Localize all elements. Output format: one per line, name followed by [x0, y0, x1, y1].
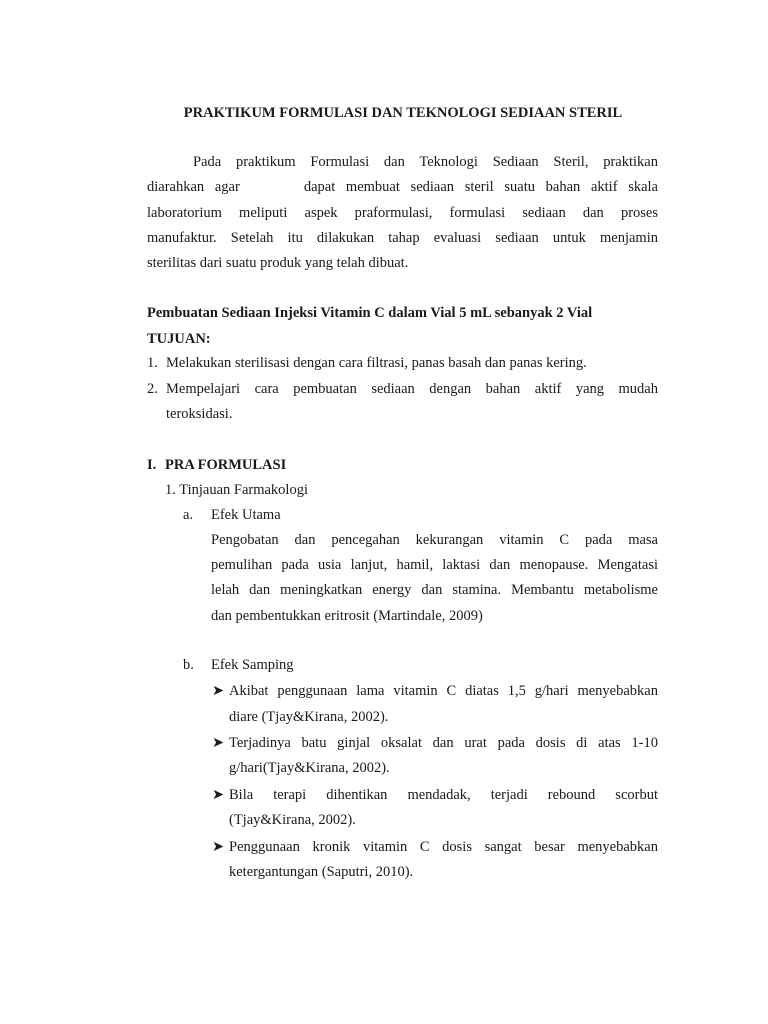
arrowhead-bullet-icon: ➤ [212, 683, 225, 699]
section-heading: PRA FORMULASI [165, 457, 287, 473]
document-title: PRAKTIKUM FORMULASI DAN TEKNOLOGI SEDIAAN STERIL [183, 105, 623, 121]
paragraph-line: Pengobatan dan pencegahan kekurangan vitamin C pada masa [211, 532, 658, 548]
section-subtitle: Pembuatan Sediaan Injeksi Vitamin C dalam Vial 5 mL sebanyak 2 Vial [147, 305, 593, 321]
tujuan-heading: TUJUAN: [147, 331, 211, 347]
bullet-line: g/hari(Tjay&Kirana, 2002). [229, 760, 390, 776]
item-label: b. [183, 657, 194, 673]
bullet-line: Bila terapi dihentikan mendadak, terjadi rebound scorbut [229, 787, 658, 803]
intro-line: diarahkan agar dapat membuat sediaan steril suatu bahan aktif skala [147, 179, 658, 195]
list-number: 2. [147, 381, 158, 397]
arrowhead-bullet-icon: ➤ [212, 735, 225, 751]
bullet-line: Terjadinya batu ginjal oksalat dan urat pada dosis di atas 1-10 [229, 735, 658, 751]
paragraph-line: lelah dan meningkatkan energy dan stamina. Membantu metabolisme [211, 582, 658, 598]
bullet-line: (Tjay&Kirana, 2002). [229, 812, 356, 828]
paragraph-line: pemulihan pada usia lanjut, hamil, laktasi dan menopause. Mengatasi [211, 557, 658, 573]
list-number: 1. [147, 355, 158, 371]
subsection-heading: 1. Tinjauan Farmakologi [165, 482, 308, 498]
paragraph-line: dan pembentukkan eritrosit (Martindale, 2009) [211, 608, 483, 624]
bullet-line: diare (Tjay&Kirana, 2002). [229, 709, 389, 725]
intro-line: Pada praktikum Formulasi dan Teknologi Sediaan Steril, praktikan [193, 154, 658, 170]
intro-line: sterilitas dari suatu produk yang telah dibuat. [147, 255, 409, 271]
bullet-line: Penggunaan kronik vitamin C dosis sangat besar menyebabkan [229, 839, 658, 855]
item-label: a. [183, 507, 194, 523]
list-item: Melakukan sterilisasi dengan cara filtrasi, panas basah dan panas kering. [166, 355, 587, 371]
section-number: I. [147, 457, 157, 473]
intro-line: manufaktur. Setelah itu dilakukan tahap evaluasi sediaan untuk menjamin [147, 230, 658, 246]
list-item: teroksidasi. [166, 406, 233, 422]
item-heading: Efek Utama [211, 507, 281, 523]
arrowhead-bullet-icon: ➤ [212, 787, 225, 803]
item-heading: Efek Samping [211, 657, 294, 673]
list-item: Mempelajari cara pembuatan sediaan dengan bahan aktif yang mudah [166, 381, 658, 397]
bullet-line: ketergantungan (Saputri, 2010). [229, 864, 414, 880]
arrowhead-bullet-icon: ➤ [212, 839, 225, 855]
bullet-line: Akibat penggunaan lama vitamin C diatas 1,5 g/hari menyebabkan [229, 683, 658, 699]
intro-line: laboratorium meliputi aspek praformulasi, formulasi sediaan dan proses [147, 205, 658, 221]
